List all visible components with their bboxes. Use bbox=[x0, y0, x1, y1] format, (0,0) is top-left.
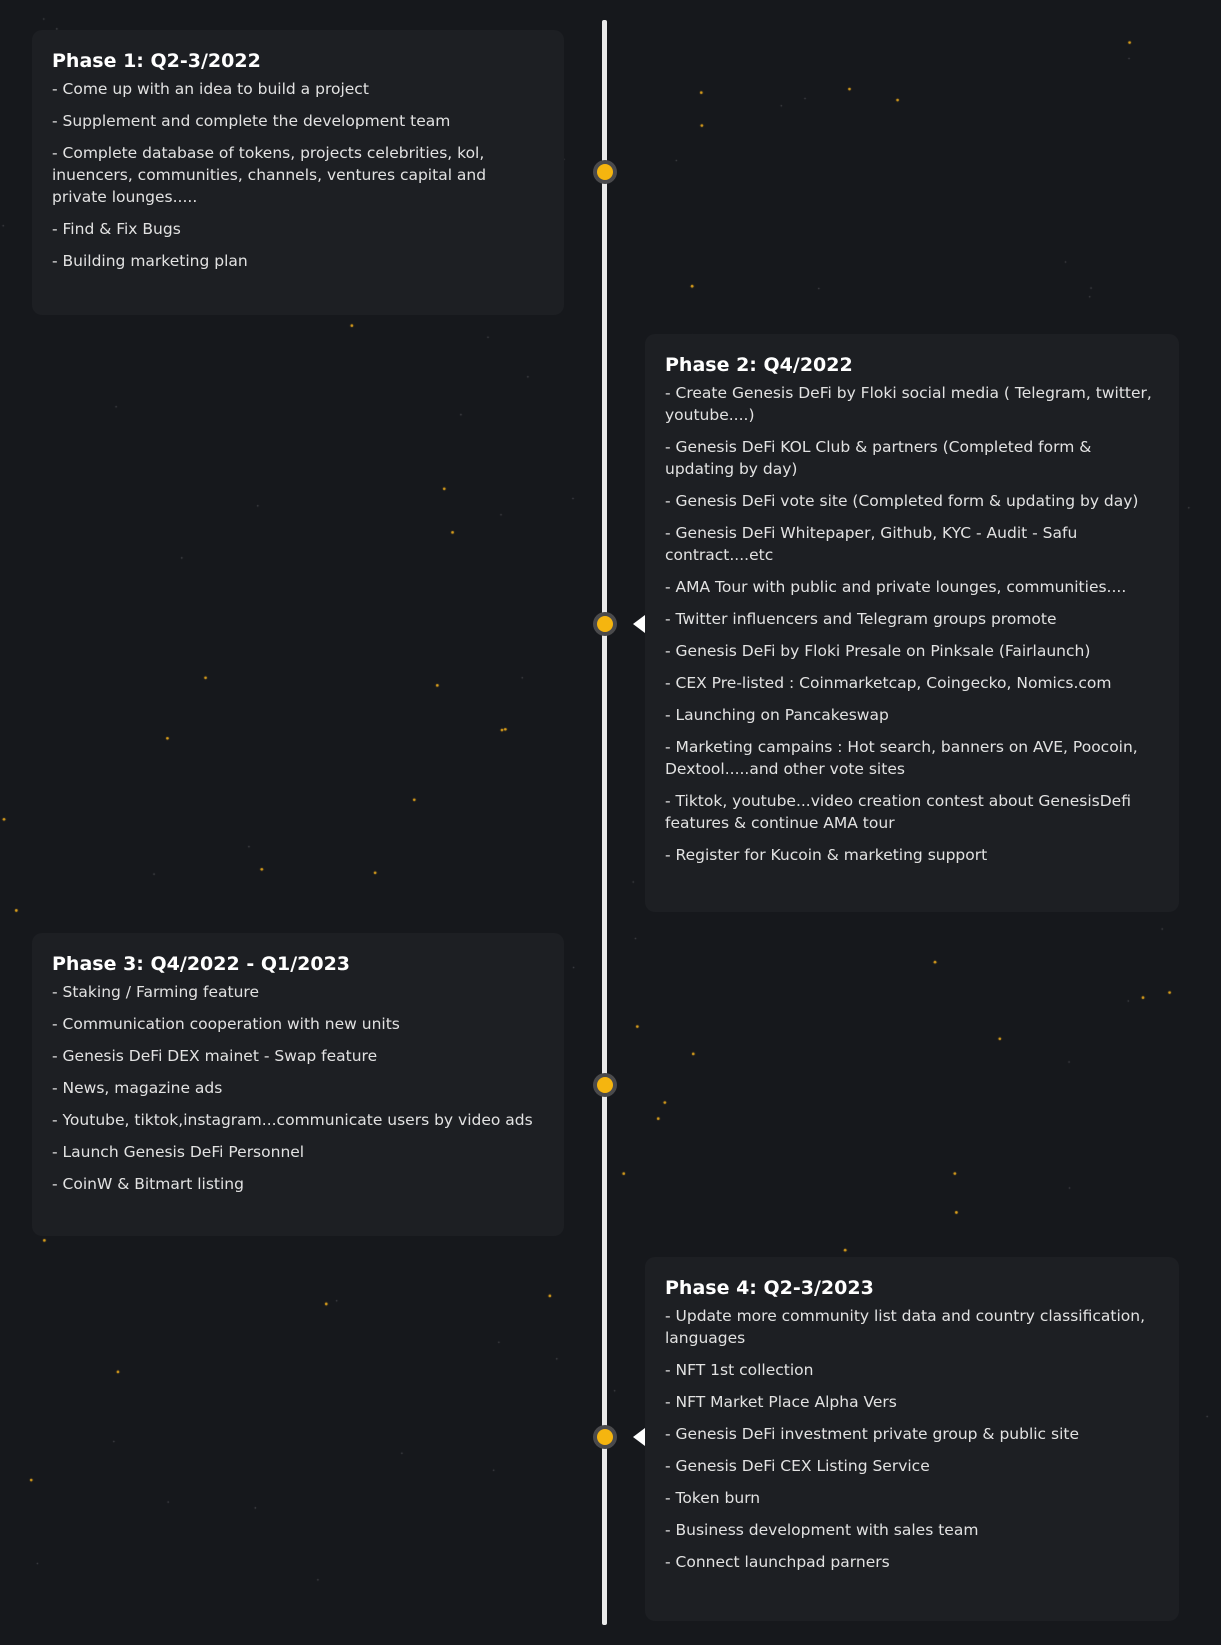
phase-2-pointer-arrow bbox=[633, 615, 645, 633]
phase-4-marker-dot bbox=[597, 1429, 613, 1445]
phase-1-list bbox=[52, 78, 544, 272]
list-item: - Launching on Pancakeswap bbox=[665, 706, 889, 724]
list-item: - NFT Market Place Alpha Vers bbox=[665, 1393, 897, 1411]
list-item: - Genesis DeFi KOL Club & partners (Completed form & updating by day) bbox=[665, 438, 1092, 478]
phase-2-marker-dot bbox=[597, 616, 613, 632]
list-item: - Token burn bbox=[665, 1489, 761, 1507]
list-item: - Communication cooperation with new units bbox=[52, 1015, 400, 1033]
list-item: - NFT 1st collection bbox=[665, 1361, 814, 1379]
timeline-line bbox=[602, 20, 607, 1625]
phase-3-card bbox=[32, 933, 564, 1236]
list-item: - Business development with sales team bbox=[665, 1521, 979, 1539]
list-item: - Supplement and complete the development team bbox=[52, 112, 451, 130]
phase-4-card bbox=[645, 1257, 1179, 1621]
phase-3-title: Phase 3: Q4/2022 - Q1/2023 bbox=[52, 953, 351, 975]
list-item: - Launch Genesis DeFi Personnel bbox=[52, 1143, 305, 1161]
phase-4-list bbox=[665, 1305, 1159, 1573]
list-item: - Register for Kucoin & marketing support bbox=[665, 846, 988, 864]
phase-3-marker-dot bbox=[597, 1077, 613, 1093]
list-item: - CoinW & Bitmart listing bbox=[52, 1175, 244, 1193]
list-item: - Youtube, tiktok,instagram...communicate users by video ads bbox=[52, 1111, 533, 1129]
list-item: - CEX Pre-listed : Coinmarketcap, Coingecko, Nomics.com bbox=[665, 674, 1112, 692]
list-item: - Genesis DeFi investment private group & public site bbox=[665, 1425, 1080, 1443]
phase-2-list bbox=[665, 382, 1159, 866]
list-item: - Building marketing plan bbox=[52, 252, 248, 270]
list-item: - Genesis DeFi by Floki Presale on Pinksale (Fairlaunch) bbox=[665, 642, 1091, 660]
list-item: - Complete database of tokens, projects celebrities, kol, inuencers, communities, channels, ventures capital and private lounges..... bbox=[52, 144, 487, 206]
list-item: - Create Genesis DeFi by Floki social media ( Telegram, twitter, youtube....) bbox=[665, 384, 1152, 424]
list-item: - Come up with an idea to build a project bbox=[52, 80, 369, 98]
phase-4-pointer-arrow bbox=[633, 1428, 645, 1446]
phase-1-card bbox=[32, 30, 564, 315]
list-item: - Genesis DeFi Whitepaper, Github, KYC - Audit - Safu contract....etc bbox=[665, 524, 1078, 564]
phase-2-card bbox=[645, 334, 1179, 912]
phase-4-title: Phase 4: Q2-3/2023 bbox=[665, 1277, 874, 1299]
list-item: - Connect launchpad parners bbox=[665, 1553, 890, 1571]
list-item: - Genesis DeFi CEX Listing Service bbox=[665, 1457, 930, 1475]
phase-2-title: Phase 2: Q4/2022 bbox=[665, 354, 853, 376]
list-item: - Staking / Farming feature bbox=[52, 983, 260, 1001]
phase-1-marker-dot bbox=[597, 164, 613, 180]
list-item: - AMA Tour with public and private lounges, communities.... bbox=[665, 578, 1127, 596]
list-item: - Update more community list data and country classification, languages bbox=[665, 1307, 1146, 1347]
list-item: - Genesis DeFi vote site (Completed form & updating by day) bbox=[665, 492, 1139, 510]
list-item: - Genesis DeFi DEX mainet - Swap feature bbox=[52, 1047, 378, 1065]
phase-1-title: Phase 1: Q2-3/2022 bbox=[52, 50, 261, 72]
phase-3-list bbox=[52, 981, 544, 1195]
list-item: - Twitter influencers and Telegram groups promote bbox=[665, 610, 1057, 628]
list-item: - Find & Fix Bugs bbox=[52, 220, 181, 238]
list-item: - News, magazine ads bbox=[52, 1079, 223, 1097]
list-item: - Marketing campains : Hot search, banners on AVE, Poocoin, Dextool.....and other vote sites bbox=[665, 738, 1138, 778]
list-item: - Tiktok, youtube...video creation contest about GenesisDefi features & continue AMA tour bbox=[665, 792, 1131, 832]
